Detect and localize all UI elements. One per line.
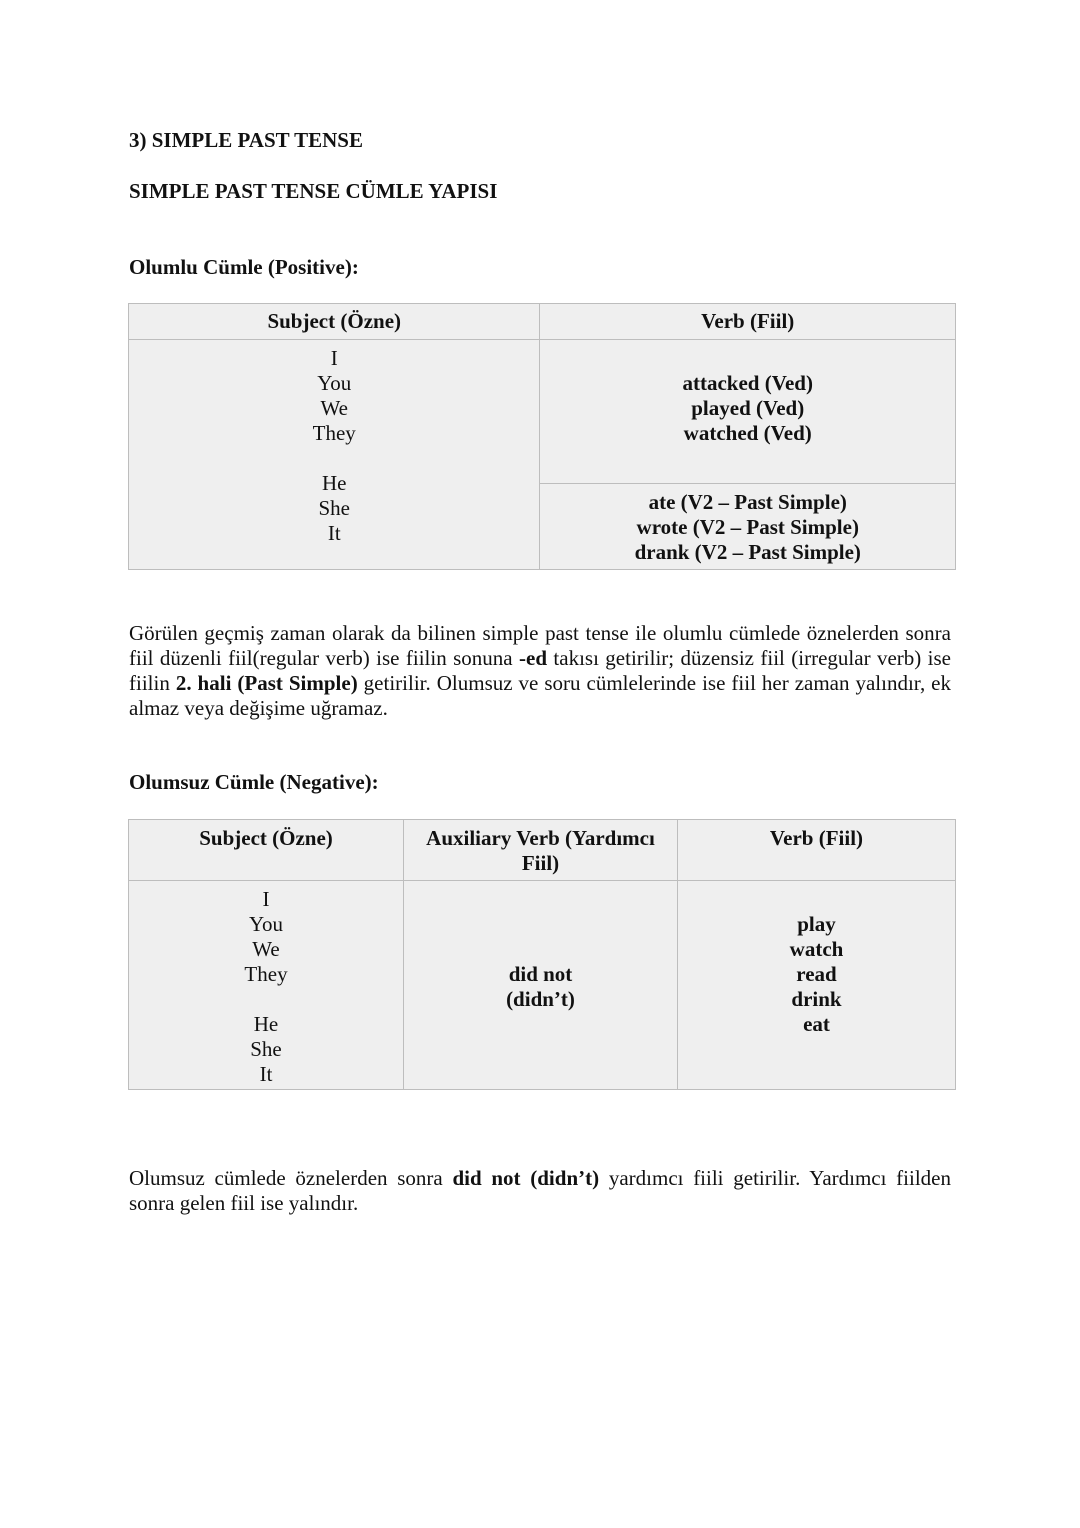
subject-item: I — [330, 346, 338, 370]
page-title: 3) SIMPLE PAST TENSE — [129, 128, 363, 152]
subject-item: They — [312, 421, 356, 445]
negative-explanation: Olumsuz cümlede öznelerden sonra did not (didn’t) yardımcı fiili getirilir. Yardımcı fiilden sonra gelen fiil ise yalındır. — [129, 1166, 951, 1215]
negative-header-aux: Auxiliary Verb (Yardımcı Fiil) — [404, 820, 678, 881]
subject-item: We — [320, 396, 348, 420]
verb-item: played (Ved) — [691, 396, 805, 420]
negative-section-title: Olumsuz Cümle (Negative): — [129, 770, 379, 794]
verb-item: play — [797, 912, 836, 936]
positive-subjects-cell — [129, 340, 540, 570]
negative-table — [128, 819, 956, 1090]
verb-item: eat — [803, 1012, 830, 1036]
subject-item: We — [252, 937, 280, 961]
subject-item: She — [250, 1037, 282, 1061]
subject-item: You — [248, 912, 284, 936]
negative-aux-cell: did not (didn’t) — [404, 881, 678, 1090]
negative-header-subject: Subject (Özne) — [129, 820, 404, 881]
verb-item: drank (V2 – Past Simple) — [634, 540, 861, 564]
subject-item: I — [262, 887, 270, 911]
positive-regular-verbs-cell — [540, 340, 956, 484]
subject-item: He — [253, 1012, 279, 1036]
subject-item: It — [259, 1062, 273, 1086]
subject-item: You — [317, 371, 352, 395]
subject-item: He — [321, 471, 347, 495]
positive-header-subject: Subject (Özne) — [129, 304, 540, 340]
verb-item: read — [796, 962, 837, 986]
positive-table — [128, 303, 956, 570]
verb-item: drink — [791, 987, 842, 1011]
positive-explanation: Görülen geçmiş zaman olarak da bilinen simple past tense ile olumlu cümlede öznelerden sonra fiil düzenli fiil(regular verb) ise fiilin sonuna -ed takısı getirilir; düzensiz fiil (irregular verb) ise fiilin 2. hali (Past Simple) getirilir. Olumsuz ve soru cümlelerinde ise fiil her zaman yalındır, ek almaz veya değişime uğramaz. — [129, 621, 952, 720]
subject-item: They — [244, 962, 288, 986]
subject-item: It — [327, 521, 341, 545]
verb-item: attacked (Ved) — [682, 371, 813, 395]
verb-item: watched (Ved) — [683, 421, 812, 445]
subject-item: She — [318, 496, 350, 520]
verb-item: watch — [789, 937, 844, 961]
positive-irregular-verbs-cell — [540, 484, 956, 570]
positive-section-title: Olumlu Cümle (Positive): — [129, 255, 359, 279]
verb-item: ate (V2 – Past Simple) — [648, 490, 847, 514]
negative-subjects-cell — [129, 881, 404, 1090]
negative-verbs-cell — [678, 881, 956, 1090]
section-subtitle: SIMPLE PAST TENSE CÜMLE YAPISI — [129, 179, 498, 203]
negative-header-verb: Verb (Fiil) — [678, 820, 956, 881]
positive-header-verb: Verb (Fiil) — [540, 304, 956, 340]
verb-item: wrote (V2 – Past Simple) — [636, 515, 859, 539]
